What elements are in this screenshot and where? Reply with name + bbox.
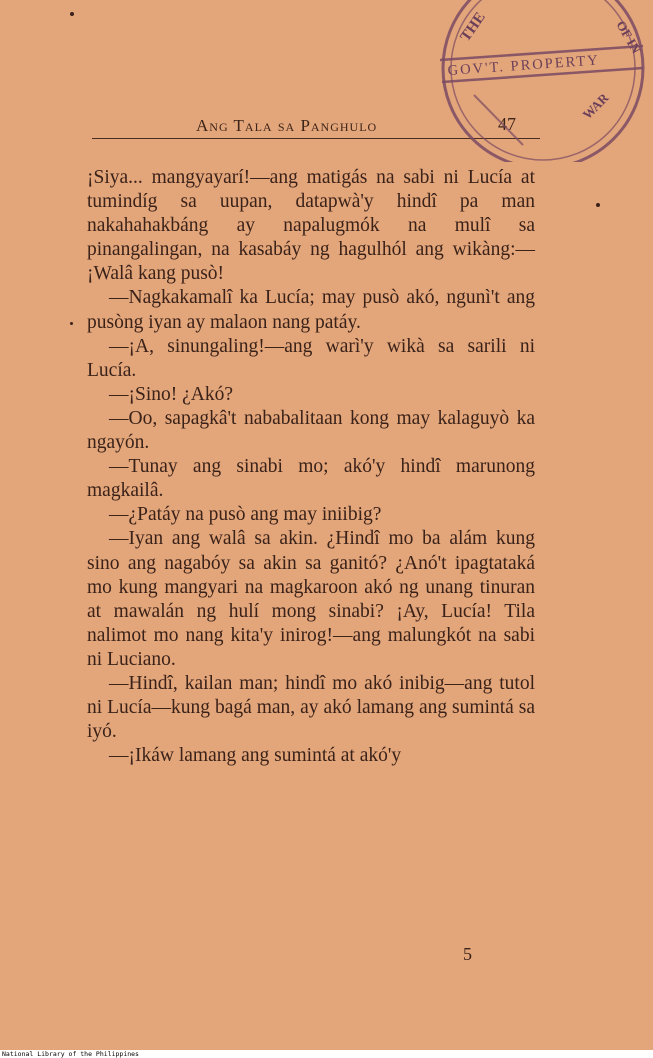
paragraph: —¿Patáy na pusò ang may iniibig? bbox=[109, 504, 382, 526]
running-header-title: Ang Tala sa Panghulo bbox=[196, 116, 378, 135]
paragraph: —¡Sino! ¿Akó? bbox=[109, 383, 234, 405]
paragraph: —Tunay ang sinabi mo; akó'y hindî marunong magkailâ. bbox=[87, 456, 535, 502]
paragraph: —Nagkakamalî ka Lucía; may pusò akó, ngunì't ang pusòng iyan ay malaon nang patáy. bbox=[87, 287, 535, 333]
page-number: 47 bbox=[498, 114, 516, 134]
paragraph: —Iyan ang walâ sa akin. ¿Hindî mo ba alám kung sino ang nagabóy sa akin sa ganitó? ¿Anó't ipagtataká mo kung mangyari na magkaroon akó ng unang tinuran at mawalán ng hulí mong sinabi? ¡Ay, Lucía! Tila nalimot mo nang kita'y inirog!—ang malungkót na sabi ni Luciano. bbox=[87, 528, 535, 670]
stamp-text: WAR bbox=[579, 90, 612, 123]
ink-speck bbox=[596, 203, 600, 207]
library-stamp bbox=[438, 0, 648, 162]
stamp-text: THE bbox=[457, 9, 489, 45]
paragraph: ¡Siya... mangyayarí!—ang matigás na sabi ni Lucía at tumindíg sa uupan, datapwà'y hindî pa man nakahahakbáng ay napalugmók na mulî sa pinangalingan, na kasabáy ng hagulhól ang wikàng:—¡Walâ kang pusò! bbox=[87, 167, 535, 285]
footer-credit: National Library of the Philippines bbox=[2, 1050, 139, 1058]
paragraph: —Hindî, kailan man; hindî mo akó inibig—ang tutol ni Lucía—kung bagá man, ay akó lamang ang sumintá sa iyó. bbox=[87, 672, 535, 743]
paragraph: —¡Ikáw lamang ang sumintá at akó'y bbox=[109, 745, 402, 767]
stamp-band-text: GOV'T. PROPERTY bbox=[447, 52, 601, 79]
body-text bbox=[87, 166, 535, 768]
paragraph: —¡A, sinungaling!—ang warì'y wikà sa sarili ni Lucía. bbox=[87, 335, 535, 381]
ink-speck bbox=[70, 322, 73, 325]
stamp-text: OF IN bbox=[613, 18, 645, 57]
signature-mark: 5 bbox=[463, 944, 472, 964]
ink-speck bbox=[70, 12, 74, 16]
paragraph: —Oo, sapagkâ't nababalitaan kong may kalaguyò ka ngayón. bbox=[87, 407, 535, 454]
